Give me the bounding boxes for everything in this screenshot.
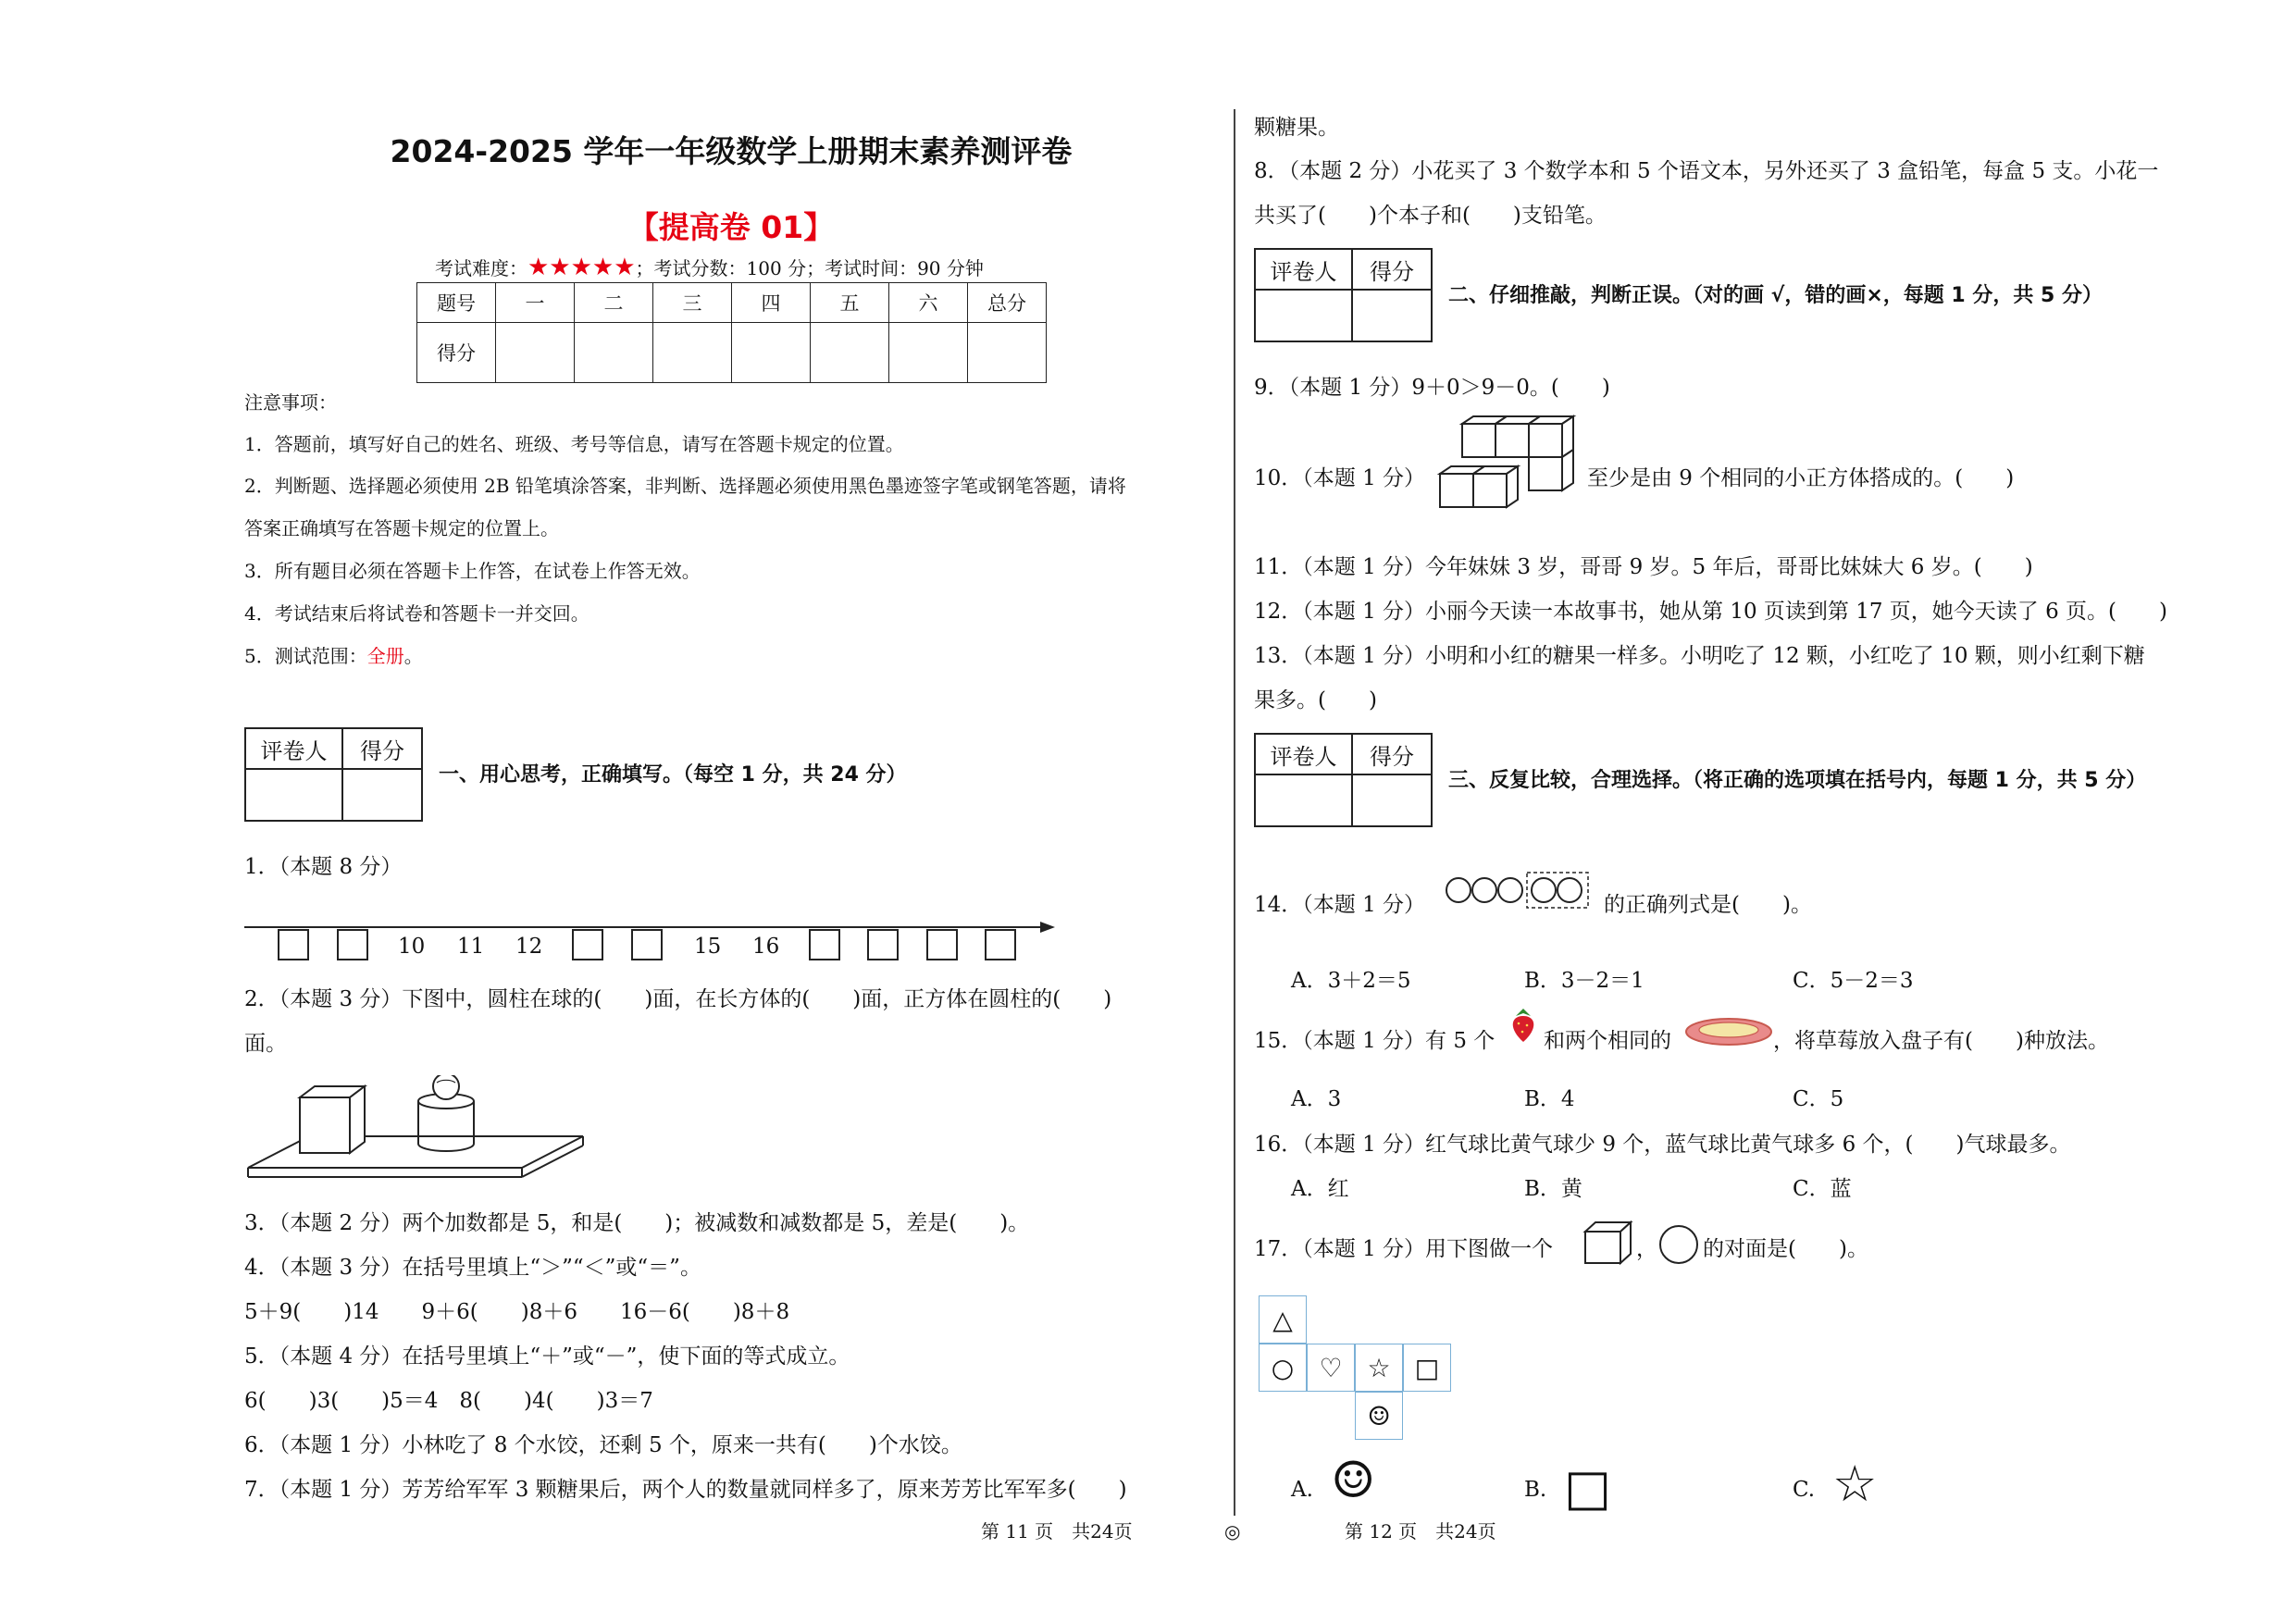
question-9: 9．（本题 1 分）9＋0＞9－0。( ): [1254, 376, 1610, 400]
question-4-items: 5＋9( )14 9＋6( )8＋6 16－6( )8＋8: [244, 1300, 790, 1324]
score-header-cell: 一: [496, 283, 575, 323]
reviewer-label: 评卷人: [245, 728, 342, 769]
exam-info-rest: ；考试分数：100 分；考试时间：90 分钟: [635, 257, 984, 279]
reviewer-label: 评卷人: [1255, 734, 1352, 774]
grader-box-section1: [244, 727, 423, 822]
q16-option-b[interactable]: B．黄: [1524, 1177, 1582, 1201]
question-3: 3．（本题 2 分）两个加数都是 5，和是( )；被减数和减数都是 5，差是( )。: [244, 1211, 1030, 1235]
number-line-blank[interactable]: [278, 929, 309, 960]
question-14-suffix: 的正确列式是( )。: [1604, 893, 1812, 917]
note-item: 4．考试结束后将试卷和答题卡一并交回。: [244, 602, 590, 625]
circle-icon: [1657, 1223, 1700, 1270]
center-mark-icon: ◎: [1224, 1520, 1241, 1542]
question-5: 5．（本题 4 分）在括号里填上“＋”或“－”，使下面的等式成立。: [244, 1344, 850, 1369]
question-2: 2．（本题 3 分）下图中，圆柱在球的( )面，在长方体的( )面，正方体在圆柱的( ): [244, 987, 1112, 1011]
score-cell[interactable]: [496, 323, 575, 383]
score-cell[interactable]: [732, 323, 811, 383]
score-label: 得分: [1352, 734, 1432, 774]
question-2-cont: 面。: [244, 1032, 287, 1056]
difficulty-stars: ★★★★★: [527, 254, 636, 281]
question-13: 13．（本题 1 分）小明和小红的糖果一样多。小明吃了 12 颗，小红吃了 10 颗，则小红剩下糖: [1254, 644, 2145, 668]
net-cell-heart: ♡: [1307, 1344, 1355, 1392]
number-line-label: 16: [752, 935, 780, 959]
number-line-blank[interactable]: [809, 929, 840, 960]
net-cell-triangle: △: [1259, 1295, 1307, 1344]
net-cell-circle: ○: [1259, 1344, 1307, 1392]
number-line-label: 10: [398, 935, 426, 959]
grader-box-section2: [1254, 248, 1433, 342]
question-8: 8．（本题 2 分）小花买了 3 个数学本和 5 个语文本，另外还买了 3 盒铅笔，每盒 5 支。小花一: [1254, 159, 2159, 183]
strawberry-graphic: [1505, 1005, 1542, 1046]
number-line-blank[interactable]: [867, 929, 899, 960]
score-header-cell: 题号: [417, 283, 496, 323]
question-6: 6．（本题 1 分）小林吃了 8 个水饺，还剩 5 个，原来一共有( )个水饺。: [244, 1433, 962, 1457]
number-line-blank[interactable]: [926, 929, 958, 960]
question-11: 11．（本题 1 分）今年妹妹 3 岁，哥哥 9 岁。5 年后，哥哥比妹妹大 6 岁。( ): [1254, 555, 2033, 579]
number-line-label: 15: [694, 935, 722, 959]
circle-icon-graphic: [1657, 1223, 1700, 1266]
number-line-label: 11: [457, 935, 485, 959]
square-icon: □: [1564, 1458, 1612, 1517]
difficulty-label: 考试难度：: [435, 257, 527, 279]
q15-option-c[interactable]: C．5: [1793, 1087, 1844, 1111]
score-header-cell: 总分: [968, 283, 1047, 323]
score-header-cell: 三: [653, 283, 732, 323]
plate-graphic: [1684, 1016, 1773, 1047]
number-line-blank[interactable]: [631, 929, 663, 960]
circles-graphic: [1444, 870, 1606, 912]
question-7: 7．（本题 1 分）芳芳给军军 3 颗糖果后，两个人的数量就同样多了，原来芳芳比军军多( ): [244, 1478, 1127, 1502]
reviewer-cell[interactable]: [1255, 774, 1352, 826]
score-cell[interactable]: [811, 323, 889, 383]
question-7-cont: 颗糖果。: [1254, 116, 1339, 140]
cube-stack-figure: [1436, 415, 1584, 527]
circles-figure: [1444, 870, 1606, 916]
score-cell[interactable]: [575, 323, 653, 383]
q17-option-a-label[interactable]: A.: [1291, 1478, 1313, 1502]
page-subtitle: 【提高卷 01】: [627, 209, 835, 245]
score-label: 得分: [342, 728, 422, 769]
score-header-cell: 四: [732, 283, 811, 323]
question-15-a: 15．（本题 1 分）有 5 个: [1254, 1029, 1496, 1053]
score-row-label: 得分: [417, 323, 496, 383]
q16-option-a[interactable]: A．红: [1291, 1177, 1349, 1201]
page-number-left: 第 11 页 共24页: [981, 1520, 1133, 1542]
notes-heading: 注意事项：: [244, 391, 337, 414]
number-line-blank[interactable]: [572, 929, 603, 960]
q15-option-a[interactable]: A．3: [1291, 1087, 1342, 1111]
page-title: 2024-2025 学年一年级数学上册期末素养测评卷: [390, 133, 1073, 169]
question-12: 12．（本题 1 分）小丽今天读一本故事书，她从第 10 页读到第 17 页，她今天读了 6 页。( ): [1254, 600, 2168, 624]
question-17-a: 17．（本题 1 分）用下图做一个: [1254, 1237, 1554, 1261]
question-4: 4．（本题 3 分）在括号里填上“＞”“＜”或“＝”。: [244, 1256, 701, 1280]
question-5-items: 6( )3( )5＝4 8( )4( )3＝7: [244, 1389, 653, 1413]
note-item5-suffix: 。: [403, 645, 423, 667]
score-cell[interactable]: [889, 323, 968, 383]
question-17-b: ，: [1636, 1237, 1657, 1261]
question-14-prefix: 14．（本题 1 分）: [1254, 893, 1426, 917]
score-table: [416, 282, 1047, 383]
number-line-blank[interactable]: [337, 929, 368, 960]
score-cell[interactable]: [342, 769, 422, 821]
net-cell-square: □: [1403, 1344, 1451, 1392]
grader-box-section3: [1254, 733, 1433, 827]
score-cell[interactable]: [1352, 290, 1432, 341]
board-figure-graphic: [244, 1075, 587, 1186]
reviewer-label: 评卷人: [1255, 249, 1352, 290]
note-item: [244, 642, 423, 670]
question-15-c: ，将草莓放入盘子有( )种放法。: [1773, 1029, 2109, 1053]
column-divider: [1234, 109, 1235, 1516]
score-header-cell: 二: [575, 283, 653, 323]
question-10-suffix: 至少是由 9 个相同的小正方体搭成的。( ): [1587, 466, 2015, 490]
net-cell-star: ☆: [1355, 1344, 1403, 1392]
exam-info: [435, 254, 984, 282]
question-15-b: 和两个相同的: [1544, 1029, 1671, 1053]
plate-icon: [1684, 1016, 1773, 1051]
score-cell[interactable]: [1352, 774, 1432, 826]
strawberry-icon: [1505, 1005, 1542, 1049]
note-item: 2．判断题、选择题必须使用 2B 铅笔填涂答案，非判断、选择题必须使用黑色墨迹签字笔或钢笔答题，请将: [244, 475, 1126, 497]
note-item: 3．所有题目必须在答题卡上作答，在试卷上作答无效。: [244, 560, 701, 582]
q17-option-b-label[interactable]: B.: [1524, 1478, 1547, 1502]
cube-icon-graphic: [1582, 1220, 1634, 1266]
score-cell[interactable]: [653, 323, 732, 383]
score-table-header-row: [417, 283, 1047, 323]
question-17-c: 的对面是( )。: [1703, 1237, 1868, 1261]
question-8-cont: 共买了( )个本子和( )支铅笔。: [1254, 204, 1607, 228]
q17-option-c-label[interactable]: C.: [1793, 1478, 1816, 1502]
number-line-label: 12: [515, 935, 543, 959]
section2-heading: 二、仔细推敲，判断正误。（对的画 √，错的画×，每题 1 分，共 5 分）: [1448, 284, 2104, 307]
question-16: 16．（本题 1 分）红气球比黄气球少 9 个，蓝气球比黄气球多 6 个，( )气球最多。: [1254, 1133, 2071, 1157]
q14-option-a[interactable]: A．3＋2＝5: [1291, 969, 1411, 993]
q14-option-c[interactable]: C．5－2＝3: [1793, 969, 1914, 993]
reviewer-cell[interactable]: [1255, 290, 1352, 341]
score-table-score-row: [417, 323, 1047, 383]
question-1: 1．（本题 8 分）: [244, 855, 403, 879]
note-item: 1．答题前，填写好自己的姓名、班级、考号等信息，请写在答题卡规定的位置。: [244, 433, 904, 455]
star-icon: ☆: [1832, 1455, 1878, 1513]
score-cell[interactable]: [968, 323, 1047, 383]
section3-heading: 三、反复比较，合理选择。（将正确的选项填在括号内，每题 1 分，共 5 分）: [1448, 769, 2147, 792]
q16-option-c[interactable]: C．蓝: [1793, 1177, 1852, 1201]
score-header-cell: 六: [889, 283, 968, 323]
page-number-right: 第 12 页 共24页: [1345, 1520, 1496, 1542]
question-10-prefix: 10．（本题 1 分）: [1254, 466, 1426, 490]
note-item: 答案正确填写在答题卡规定的位置上。: [244, 517, 559, 539]
number-line-blank[interactable]: [985, 929, 1016, 960]
score-label: 得分: [1352, 249, 1432, 290]
score-header-cell: 五: [811, 283, 889, 323]
section1-heading: 一、用心思考，正确填写。（每空 1 分，共 24 分）: [439, 763, 907, 787]
q14-option-b[interactable]: B．3－2＝1: [1524, 969, 1644, 993]
cube-icon: [1582, 1220, 1634, 1270]
net-cell-smiley: ☺: [1355, 1392, 1403, 1440]
smiley-icon: ☺: [1331, 1451, 1376, 1509]
cube-stack-graphic: [1436, 415, 1584, 524]
shapes-on-board-figure: [244, 1075, 587, 1190]
reviewer-cell[interactable]: [245, 769, 342, 821]
q15-option-b[interactable]: B．4: [1524, 1087, 1575, 1111]
note-item5-prefix: 5．测试范围：: [244, 645, 367, 667]
question-13-cont: 果多。( ): [1254, 688, 1377, 712]
scope-value: 全册: [366, 645, 404, 667]
